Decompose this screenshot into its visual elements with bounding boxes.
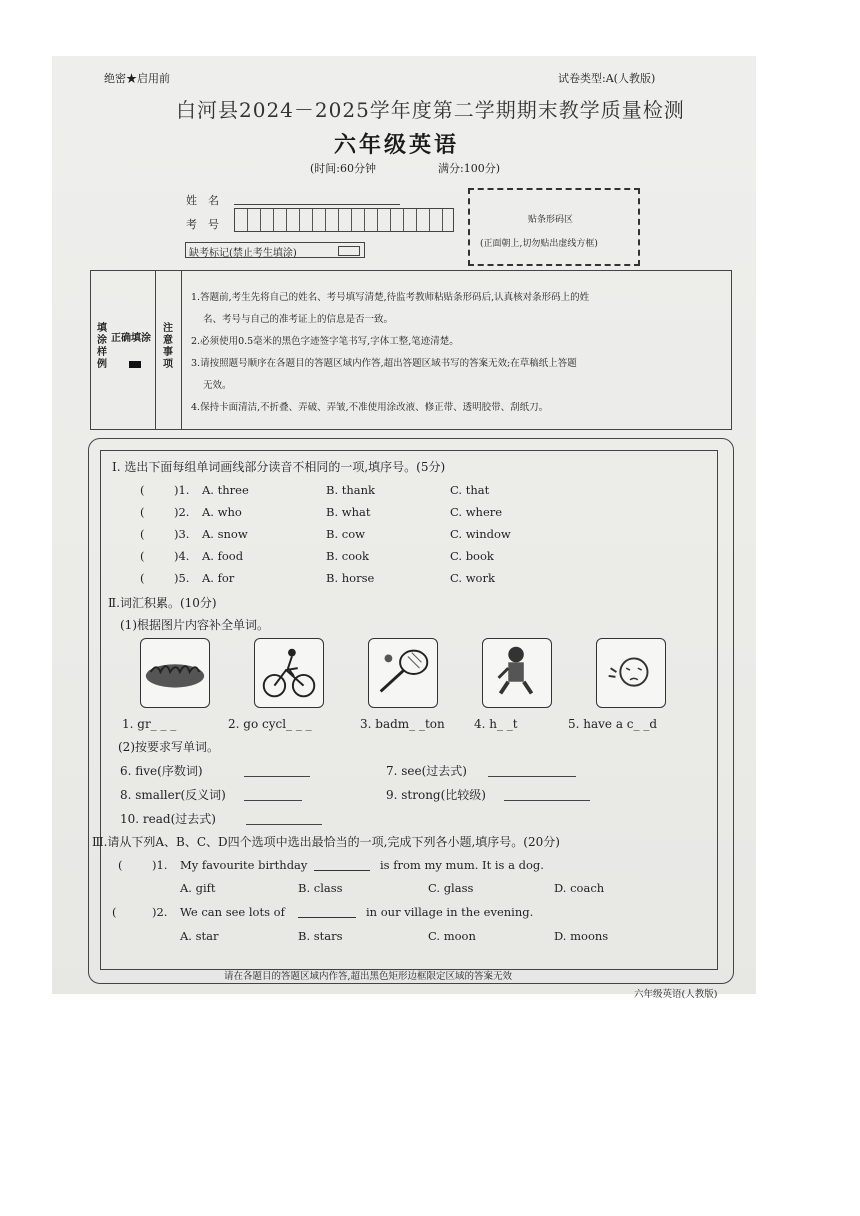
score-label: 满分:100分)	[438, 162, 500, 175]
name-label: 姓 名	[186, 194, 219, 207]
barcode-hint: (正面朝上,切勿贴出虚线方框)	[480, 239, 598, 249]
item-6: 6. five(序数词)	[120, 764, 203, 778]
name-field[interactable]	[234, 204, 400, 205]
secret-mark: 绝密★启用前	[104, 72, 170, 85]
answer-paren[interactable]: (	[112, 905, 117, 919]
barcode-title: 贴条形码区	[528, 215, 574, 225]
footer-page-label: 六年级英语(人教版)	[634, 989, 718, 1000]
notice-item-3b: 无效。	[203, 380, 232, 391]
filled-sample-mark	[129, 361, 141, 368]
answer-line-9[interactable]	[504, 800, 590, 801]
exam-no-label: 考 号	[186, 218, 219, 231]
section2-title: Ⅱ.词汇积累。(10分)	[108, 596, 217, 610]
section2-part1-title: (1)根据图片内容补全单词。	[120, 618, 269, 632]
item-9: 9. strong(比较级)	[386, 788, 486, 802]
answer-line-7[interactable]	[488, 776, 576, 777]
notice-label: 注意事项	[163, 323, 173, 370]
answer-line-10[interactable]	[246, 824, 322, 825]
answer-paren[interactable]: (	[140, 527, 145, 541]
exam-paper-photo: 绝密★启用前 试卷类型:A(人教版) 白河县2024－2025学年度第二学期期末教学质量检测 六年级英语 (时间:60分钟 满分:100分) 姓 名 考 号 缺考标记(禁止考生填涂) 贴条形码区 (正面朝上,切勿贴出虚线方框) 填涂样例 正确填涂 注意事项 1.答题前,考生先将自己的姓名、考号填写清楚,待监考教师粘贴条形码后,认真核对条形码上的姓 名、考号与自己的准考证上的信息是否一致。 2.必须使用0.5毫米的黑色字迹签字笔书写,字体工整,笔迹清楚。 3.请按照题号顺序在各题目的答题区域内作答,超出答题区域书写的答案无效;在草稿纸上答题 无效。 4.保持卡面清洁,不折叠、弄破、弄皱,不准使用涂改液、修正带、透明胶带、刮纸刀。 Ⅰ. 选出下面每组单词画线部分读音不相同的一项,填序号。(5分) ( )1. A. three B. thank C. that ( )2. A. who B. what C. where ( )3. A. snow B. cow C. window ( )4. A. food B. cook C. book ( )5. A. for B. horse C. work Ⅱ.词汇积累。(10分) (1)根据图片内容补全单词。 1. gr_ _ _ 2. go cycl_ _ _ 3. badm_ _ton 4. h_ _t 5. have a c_ _d (2)按要求写单词。 6. five(序数词) 7. see(过去式) 8. smaller(反义词) 9. strong(比较级) 10. read(过去式) Ⅲ.请从下列A、B、C、D四个选项中选出最恰当的一项,完成下列各小题,填序号。(20分) ( )1. My favourite birthday is from my mum. It is a dog. A. gift B. class C. glass D. coach ( )2. We can see lots of in our village in the evening. A. star B. stars C. moon D. moons 请在各题目的答题区域内作答,超出黑色矩形边框限定区域的答案无效 六年级英语(人教版)	[52, 56, 756, 994]
blank-4[interactable]: 4. h_ _t	[474, 717, 518, 731]
cold-icon	[596, 638, 666, 708]
exam-title: 白河县2024－2025学年度第二学期期末教学质量检测	[176, 98, 685, 122]
answer-paren[interactable]: (	[140, 571, 145, 585]
absent-label: 缺考标记(禁止考生填涂)	[189, 248, 297, 259]
item-7: 7. see(过去式)	[386, 764, 467, 778]
subject-title: 六年级英语	[334, 133, 460, 158]
section3-title: Ⅲ.请从下列A、B、C、D四个选项中选出最恰当的一项,完成下列各小题,填序号。(20分)	[92, 835, 560, 849]
fill-blank[interactable]	[298, 917, 356, 918]
notice-item-2: 2.必须使用0.5毫米的黑色字迹签字笔书写,字体工整,笔迹清楚。	[191, 336, 459, 347]
answer-paren[interactable]: (	[140, 549, 145, 563]
absent-mark-box	[185, 242, 365, 258]
grass-icon	[140, 638, 210, 708]
item-10: 10. read(过去式)	[120, 812, 216, 826]
correct-label: 正确填涂	[111, 333, 151, 344]
answer-line-6[interactable]	[244, 776, 310, 777]
blank-2[interactable]: 2. go cycl_ _ _	[228, 717, 312, 731]
cycling-icon	[254, 638, 324, 708]
badminton-icon	[368, 638, 438, 708]
barcode-area	[468, 188, 640, 266]
blank-3[interactable]: 3. badm_ _ton	[360, 717, 445, 731]
notice-box	[90, 270, 732, 430]
answer-line-8[interactable]	[244, 800, 302, 801]
item-8: 8. smaller(反义词)	[120, 788, 226, 802]
section2-part2-title: (2)按要求写单词。	[118, 740, 219, 754]
answer-paren[interactable]: (	[118, 858, 123, 872]
fill-blank[interactable]	[314, 870, 370, 871]
boy-sitting-icon	[482, 638, 552, 708]
answer-paren[interactable]: (	[140, 505, 145, 519]
blank-5[interactable]: 5. have a c_ _d	[568, 717, 658, 731]
time-label: (时间:60分钟	[310, 162, 376, 175]
absent-checkbox[interactable]	[338, 246, 360, 256]
paper-type: 试卷类型:A(人教版)	[558, 72, 656, 85]
notice-item-4: 4.保持卡面清洁,不折叠、弄破、弄皱,不准使用涂改液、修正带、透明胶带、刮纸刀。	[191, 402, 549, 413]
section1-title: Ⅰ. 选出下面每组单词画线部分读音不相同的一项,填序号。(5分)	[112, 460, 446, 474]
answer-paren[interactable]: (	[140, 483, 145, 497]
notice-item-3: 3.请按照题号顺序在各题目的答题区域内作答,超出答题区域书写的答案无效;在草稿纸上答题	[191, 358, 577, 369]
notice-item-1: 1.答题前,考生先将自己的姓名、考号填写清楚,待监考教师粘贴条形码后,认真核对条形码上的姓	[191, 292, 590, 303]
sample-label: 填涂样例	[97, 323, 107, 370]
blank-1[interactable]: 1. gr_ _ _	[122, 717, 177, 731]
notice-item-1b: 名、考号与自己的准考证上的信息是否一致。	[203, 314, 394, 325]
footer-warning: 请在各题目的答题区域内作答,超出黑色矩形边框限定区域的答案无效	[224, 971, 513, 982]
exam-no-grid[interactable]	[234, 208, 454, 232]
